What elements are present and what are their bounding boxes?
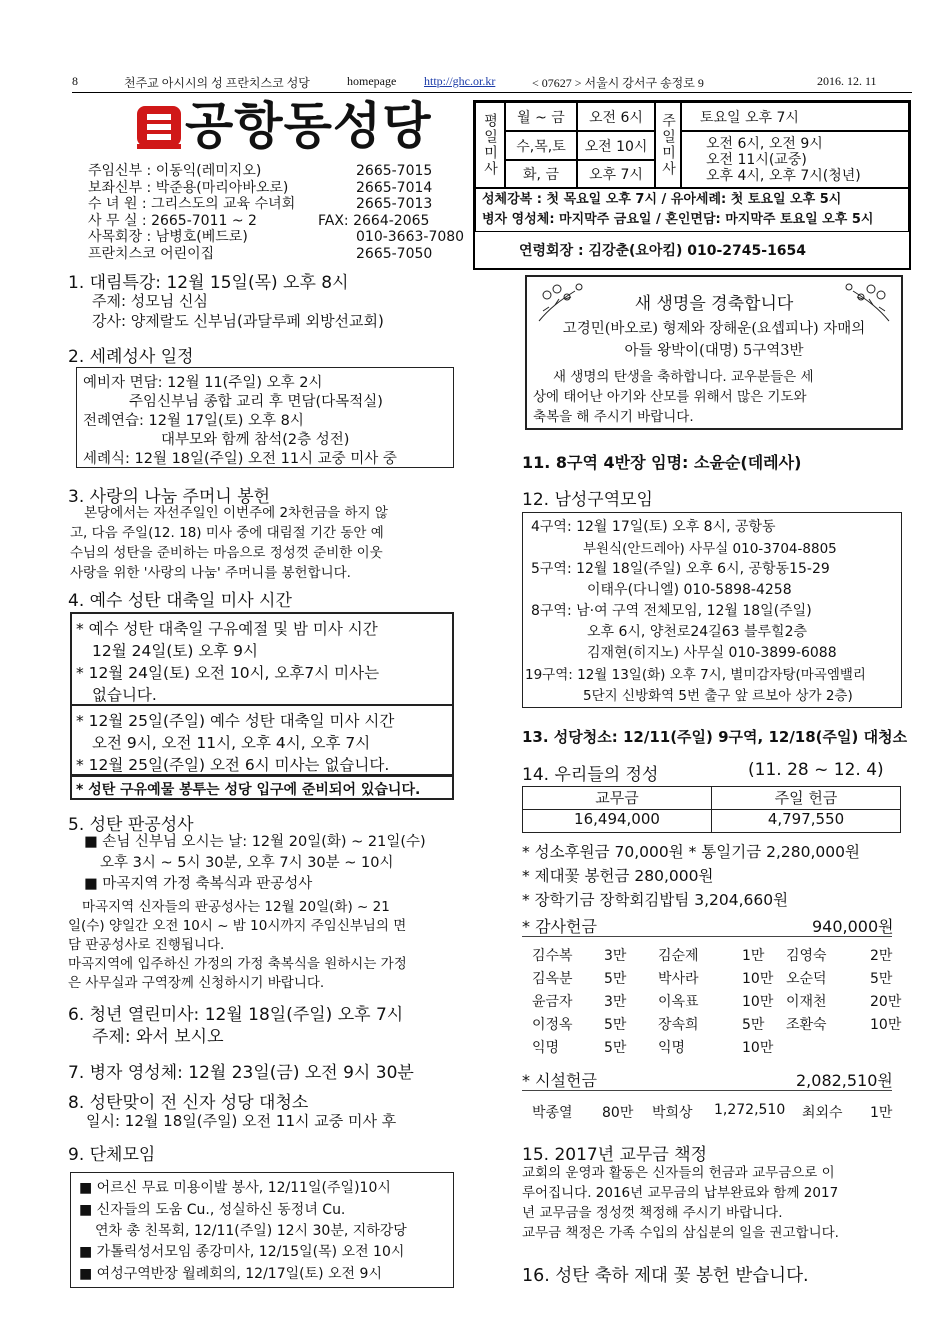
donor-amount: 1만 xyxy=(742,948,765,964)
s12-line: 5단지 신방화역 5번 출구 앞 르보아 상가 2층) xyxy=(583,688,853,704)
s2-line: 예비자 면담: 12월 11(주일) 오후 2시 xyxy=(83,375,323,391)
new-life-baby: 아들 왕박이(대명) 5구역3반 xyxy=(624,343,804,359)
sunday-mass-label: 주일미사 xyxy=(655,102,681,188)
donor-name: 조환숙 xyxy=(786,1017,827,1033)
donor-name: 김옥분 xyxy=(532,971,573,987)
section-7-title: 7. 병자 영성체: 12월 23일(금) 오전 9시 30분 xyxy=(68,1063,414,1083)
s12-line: 부원식(안드레아) 사무실 010-3704-8805 xyxy=(583,541,837,557)
thanks-offering-total: 940,000원 xyxy=(812,917,894,936)
donor-amount: 3만 xyxy=(604,994,627,1010)
donor-name: 최외수 xyxy=(802,1105,843,1121)
men-district-box xyxy=(522,512,902,708)
weekday-mass-label: 평일미사 xyxy=(475,102,505,188)
sacrament-notes: 성체강복 : 첫 목요일 오후 7시 / 유아세례: 첫 토요일 오후 5시 병자 영성체: 마지막주 금요일 / 혼인면담: 마지막주 토요일 오후 5시 xyxy=(475,188,909,232)
new-life-body: 새 생명의 탄생을 축하합니다. 교우분들은 세 상에 태어난 아기와 산모를 위해서 많은 기도와 축복을 해 주시기 바랍니다. xyxy=(533,369,814,425)
staff-role: 보좌신부 : 박준용(마리아바오로) xyxy=(88,179,289,196)
donor-name: 이정옥 xyxy=(532,1017,573,1033)
s3-body: 본당에서는 자선주일인 이번주에 2차헌금을 하지 않 고, 다음 주일(12. 18) 미사 중에 대림절 기간 동안 예 수님의 성탄을 준비하는 마음으로 정성껏 준비한 이웃 사랑을 위한 '사랑의 나눔' 주머니를 봉헌합니다. xyxy=(70,505,388,581)
issue-date: 2016. 12. 11 xyxy=(817,74,877,88)
s9-line: 연차 총 친목회, 12/11(주일) 12시 30분, 지하강당 xyxy=(95,1223,407,1239)
homepage-label: homepage xyxy=(347,74,397,88)
donor-amount: 20만 xyxy=(870,994,902,1010)
donor-amount: 10만 xyxy=(742,1040,774,1056)
new-life-title: 새 생명을 경축합니다 xyxy=(634,294,794,314)
baptism-schedule-box xyxy=(76,367,454,468)
s1-topic: 주제: 성모님 신심 xyxy=(92,292,209,310)
new-life-parents: 고경민(바오로) 형제와 장해운(요셉피나) 자매의 xyxy=(562,321,866,337)
s5-detail: 마곡지역 신자들의 판공성사는 12월 20일(화) ~ 21 일(수) 양일간 오전 10시 ~ 밤 10시까지 주임신부님의 면 담 판공성사로 진행됩니다. 마곡지역에 입주하신 가정의 가정 축복식을 원하시는 가정 은 사무실과 구역장께 신청하시기 바랍니다. xyxy=(68,899,407,991)
header-divider xyxy=(72,92,912,93)
facility-offering-label: * 시설헌금 xyxy=(522,1071,597,1090)
s4-line: * 12월 25일(주일) 예수 성탄 대축일 미사 시간 xyxy=(76,712,395,730)
offering-item: * 장학기금 장학회김밥팀 3,204,660원 xyxy=(522,891,789,909)
tithe-header: 교무금 xyxy=(522,786,712,810)
s9-line: ■ 여성구역반장 월례회의, 12/17일(토) 오전 9시 xyxy=(79,1266,382,1282)
address: < 07627 > 서울시 강서구 송정로 9 xyxy=(532,76,704,90)
offering-item: * 제대꽃 봉헌금 280,000원 xyxy=(522,867,714,885)
s4-line: * 12월 25일(주일) 오전 6시 미사는 없습니다. xyxy=(76,756,390,774)
thanks-offering-label: * 감사헌금 xyxy=(522,917,597,936)
staff-phone: FAX: 2664-2065 xyxy=(318,212,430,229)
weekday-days: 화, 금 xyxy=(505,160,577,188)
section-14-title: 14. 우리들의 정성 xyxy=(522,765,659,785)
s4-line: * 12월 24일(토) 오전 10시, 오후7시 미사는 xyxy=(76,664,380,682)
staff-role: 주임신부 : 이동익(레미지오) xyxy=(88,163,262,179)
crib-envelope-note: * 성탄 구유예물 봉투는 성당 입구에 준비되어 있습니다. xyxy=(70,776,454,800)
section-5-title: 5. 성탄 판공성사 xyxy=(68,815,194,835)
s2-line: 대부모와 함께 참석(2층 성전) xyxy=(161,432,350,448)
donor-name: 김순제 xyxy=(658,948,699,964)
staff-phone: 010-3663-7080 xyxy=(356,229,465,245)
donor-name: 익명 xyxy=(658,1040,686,1056)
s9-line: ■ 신자들의 도움 Cu., 성실하신 동정녀 Cu. xyxy=(79,1202,346,1218)
donor-amount: 10만 xyxy=(870,1017,902,1033)
staff-role: 수 녀 원 : 그리스도의 교육 수녀회 xyxy=(88,196,296,212)
s6-topic: 주제: 와서 보시오 xyxy=(92,1027,224,1047)
donor-name: 이옥표 xyxy=(658,994,699,1010)
s9-line: ■ 가톨릭성서모임 종강미사, 12/15일(목) 오전 10시 xyxy=(79,1244,405,1260)
donor-name: 이재천 xyxy=(786,994,827,1010)
s4-line: 12월 24일(토) 오후 9시 xyxy=(92,642,259,660)
donor-amount: 5만 xyxy=(604,971,627,987)
parish-title: 천주교 아시시의 성 프란치스코 성당 xyxy=(124,76,310,90)
section-11-title: 11. 8구역 4반장 임명: 소윤순(데레사) xyxy=(522,453,802,472)
staff-phone: 2665-7050 xyxy=(356,245,433,262)
offering-item: * 성소후원금 70,000원 * 통일기금 2,280,000원 xyxy=(522,843,860,861)
donor-amount: 1,272,510 xyxy=(714,1102,786,1118)
group-meetings-box xyxy=(70,1172,454,1288)
section-4-title: 4. 예수 성탄 대축일 미사 시간 xyxy=(68,591,292,611)
staff-role: 사목회장 : 남병호(베드로) xyxy=(88,229,248,245)
section-9-title: 9. 단체모임 xyxy=(68,1145,156,1165)
donor-name: 박종열 xyxy=(532,1105,573,1121)
s15-body: 교회의 운영과 활동은 신자들의 헌금과 교무금으로 이 루어집니다. 2016년 교무금의 납부완료와 함께 2017 년 교무금을 정성껏 책정해 주시기 바랍니다. 교무금 책정은 가족 수입의 삼십분의 일을 권고합니다. xyxy=(522,1165,839,1241)
section-3-title: 3. 사랑의 나눔 주머니 봉헌 xyxy=(68,487,271,507)
staff-phone: 2665-7013 xyxy=(356,196,433,212)
homepage-link[interactable]: http://ghc.or.kr xyxy=(424,74,496,88)
christmas-day-box xyxy=(70,706,454,776)
donor-amount: 5만 xyxy=(604,1017,627,1033)
donor-amount: 1만 xyxy=(870,1105,893,1121)
thanks-donor-grid xyxy=(522,945,902,1060)
tithe-value: 16,494,000 xyxy=(522,809,712,833)
weekday-days: 수,목,토 xyxy=(505,131,577,160)
page-number: 8 xyxy=(72,74,78,88)
s12-line: 오후 6시, 양천로24길63 블루힐2층 xyxy=(587,624,808,640)
donor-name: 장속희 xyxy=(658,1017,699,1033)
staff-phone: 2665-7014 xyxy=(356,179,433,196)
donor-name: 김영숙 xyxy=(786,948,827,964)
section-16-title: 16. 성탄 축하 제대 꽃 봉헌 받습니다. xyxy=(522,1266,809,1286)
donor-name: 박사라 xyxy=(658,971,699,987)
s5-body: ■ 손님 신부님 오시는 날: 12월 20일(화) ~ 21일(수) 오후 3시 ~ 5시 30분, 오후 7시 30분 ~ 10시 ■ 마곡지역 가정 축복식과 판공성사 xyxy=(84,834,426,892)
mass-schedule-table xyxy=(473,100,911,270)
donor-amount: 5만 xyxy=(870,971,893,987)
s14-period: (11. 28 ~ 12. 4) xyxy=(748,760,884,780)
donor-amount: 10만 xyxy=(742,971,774,987)
donor-name: 윤금자 xyxy=(532,994,573,1010)
sunday-offering-value: 4,797,550 xyxy=(711,809,901,833)
christmas-eve-box xyxy=(70,612,454,706)
section-8-title: 8. 성탄맞이 전 신자 성당 대청소 xyxy=(68,1093,309,1113)
church-name-logo: 공항동성당 xyxy=(185,97,432,155)
s12-line: 19구역: 12월 13일(화) 오후 7시, 별미감자탕(마곡엠밸리 xyxy=(525,667,866,683)
sunday-offering-header: 주일 헌금 xyxy=(711,786,901,810)
s1-speaker: 강사: 양제랄도 신부님(과달루페 외방선교회) xyxy=(92,312,384,330)
section-1-title: 1. 대림특강: 12월 15일(목) 오후 8시 xyxy=(68,273,349,293)
section-2-title: 2. 세례성사 일정 xyxy=(68,347,194,367)
donor-amount: 5만 xyxy=(604,1040,627,1056)
section-15-title: 15. 2017년 교무금 책정 xyxy=(522,1145,708,1165)
donor-name: 익명 xyxy=(532,1040,560,1056)
funeral-committee-contact: 연령회장 : 김강춘(요아킴) 010-2745-1654 xyxy=(519,243,807,259)
church-logo-icon xyxy=(135,104,185,148)
thanks-divider xyxy=(522,936,892,937)
weekday-days: 월 ~ 금 xyxy=(505,102,577,131)
staff-phone: 2665-7015 xyxy=(356,163,433,179)
s2-line: 세례식: 12월 18일(주일) 오전 11시 교중 미사 중 xyxy=(83,451,397,467)
facility-donor-grid xyxy=(522,1102,902,1124)
staff-role: 프란치스코 어린이집 xyxy=(88,245,215,262)
weekday-time: 오전 10시 xyxy=(577,131,655,160)
s8-detail: 일시: 12월 18일(주일) 오전 11시 교중 미사 후 xyxy=(86,1112,397,1130)
donor-amount: 5만 xyxy=(742,1017,765,1033)
weekday-time: 오후 7시 xyxy=(577,160,655,188)
s2-line: 주임신부님 종합 교리 후 면담(다목적실) xyxy=(129,394,383,410)
donor-amount: 3만 xyxy=(604,948,627,964)
section-6-title: 6. 청년 열린미사: 12월 18일(주일) 오후 7시 xyxy=(68,1005,404,1025)
s12-line: 8구역: 남·여 구역 전체모임, 12월 18일(주일) xyxy=(531,603,812,619)
staff-role: 사 무 실 : 2665-7011 ~ 2 xyxy=(88,212,257,229)
donor-amount: 80만 xyxy=(602,1105,634,1121)
facility-offering-total: 2,082,510원 xyxy=(796,1071,893,1090)
donor-name: 박희상 xyxy=(652,1105,693,1121)
s2-line: 전례연습: 12월 17일(토) 오후 8시 xyxy=(83,413,304,429)
section-13-title: 13. 성당청소: 12/11(주일) 9구역, 12/18(주일) 대청소 xyxy=(522,728,908,746)
section-12-title: 12. 남성구역모임 xyxy=(522,490,653,510)
donor-amount: 10만 xyxy=(742,994,774,1010)
donor-name: 오순덕 xyxy=(786,971,827,987)
facility-divider xyxy=(522,1090,892,1091)
new-life-box xyxy=(525,275,903,430)
s12-line: 이태우(다니엘) 010-5898-4258 xyxy=(587,582,792,598)
s9-line: ■ 어르신 무료 미용이발 봉사, 12/11일(주일)10시 xyxy=(79,1180,391,1196)
donor-name: 김수복 xyxy=(532,948,573,964)
sunday-times: 오전 6시, 오전 9시 오전 11시(교중) 오후 4시, 오후 7시(청년) xyxy=(681,131,909,188)
sunday-saturday-time: 토요일 오후 7시 xyxy=(681,102,909,131)
weekday-time: 오전 6시 xyxy=(577,102,655,131)
s4-line: * 예수 성탄 대축일 구유예절 및 밤 미사 시간 xyxy=(76,620,378,638)
s12-line: 5구역: 12월 18일(주일) 오후 6시, 공항동15-29 xyxy=(531,561,830,577)
s12-line: 김재현(히지노) 사무실 010-3899-6088 xyxy=(587,645,837,661)
s12-line: 4구역: 12월 17일(토) 오후 8시, 공항동 xyxy=(531,519,776,535)
s4-line: 없습니다. xyxy=(92,686,157,704)
donor-amount: 2만 xyxy=(870,948,893,964)
s4-line: 오전 9시, 오전 11시, 오후 4시, 오후 7시 xyxy=(92,734,371,752)
